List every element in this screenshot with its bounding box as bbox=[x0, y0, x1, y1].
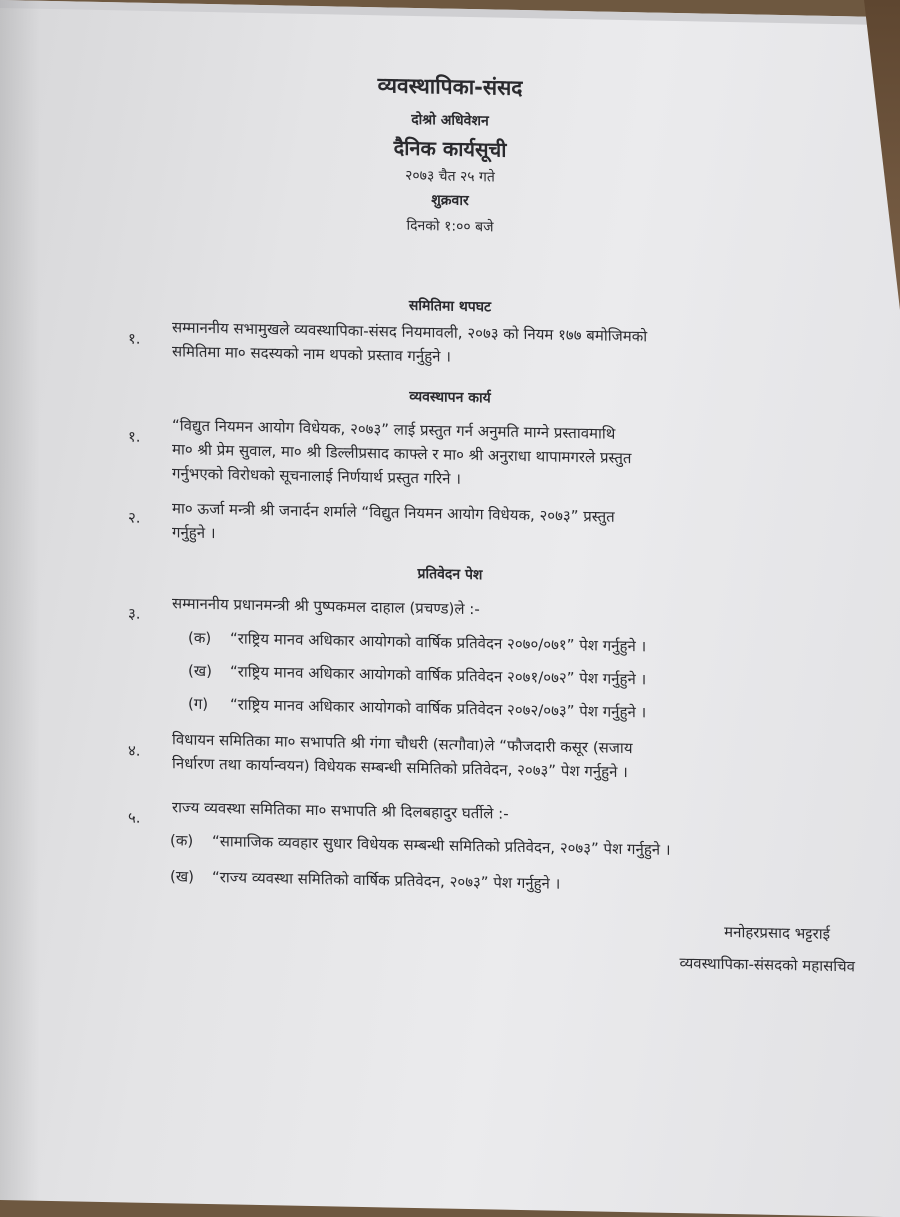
section-heading-legislation: व्यवस्थापन कार्य bbox=[409, 388, 491, 407]
list-item: राज्य व्यवस्था समितिका मा० सभापति श्री दिलबहादुर घर्तीले :- bbox=[172, 798, 509, 823]
document-title: व्यवस्थापिका-संसद bbox=[377, 73, 523, 101]
item-number: १. bbox=[128, 427, 141, 446]
list-item: विधायन समितिका मा० सभापति श्री गंगा चौधरी (सत्गौवा)ले “फौजदारी कसूर (सजाय निर्धारण तथा कार्यान्वयन) विधेयक सम्बन्धी समितिको प्रतिवेदन, २०७३” पेश गर्नुहुने । bbox=[172, 730, 633, 782]
sub-item: (क) “राष्ट्रिय मानव अधिकार आयोगको वार्षिक प्रतिवेदन २०७०/०७१” पेश गर्नुहुने । bbox=[188, 628, 647, 656]
sub-item: (ग) “राष्ट्रिय मानव अधिकार आयोगको वार्षिक प्रतिवेदन २०७२/०७३” पेश गर्नुहुने । bbox=[188, 694, 647, 722]
list-item: मा० ऊर्जा मन्त्री श्री जनार्दन शर्माले “विद्युत नियमन आयोग विधेयक, २०७३” प्रस्तुत गर्नुहुने । bbox=[172, 499, 615, 543]
item-number: ५. bbox=[128, 808, 141, 827]
day-label: शुक्रवार bbox=[431, 192, 469, 209]
item-number: २. bbox=[128, 508, 141, 527]
item-number: ३. bbox=[128, 604, 141, 623]
section-heading-reports: प्रतिवेदन पेश bbox=[417, 566, 483, 584]
sub-item: (ख) “राष्ट्रिय मानव अधिकार आयोगको वार्षिक प्रतिवेदन २०७१/०७२” पेश गर्नुहुने । bbox=[188, 661, 647, 689]
item-number: १. bbox=[128, 329, 141, 348]
date-label: २०७३ चैत २५ गते bbox=[405, 167, 495, 186]
sub-item: (ख) “राज्य व्यवस्था समितिको वार्षिक प्रतिवेदन, २०७३” पेश गर्नुहुने । bbox=[170, 867, 561, 893]
session-label: दोश्रो अधिवेशन bbox=[411, 111, 489, 130]
item-number: ४. bbox=[128, 741, 141, 760]
list-item: सम्माननीय सभामुखले व्यवस्थापिका-संसद नियमावली, २०७३ को नियम १७७ बमोजिमको समितिमा मा० सदस्यको नाम थपको प्रस्ताव गर्नुहुने । bbox=[172, 318, 648, 366]
time-label: दिनको १:०० बजे bbox=[406, 217, 494, 236]
list-item: “विद्युत नियमन आयोग विधेयक, २०७३” लाई प्रस्तुत गर्न अनुमति माग्ने प्रस्तावमाथि मा० श्री प्रेम सुवाल, मा० श्री डिल्लीप्रसाद काफ्ले र मा० श्री अनुराधा थापामगरले प्रस्तुत गर्नुभएको विरोधको सूचनालाई निर्णयार्थ प्रस्तुत गरिने । bbox=[172, 416, 632, 488]
section-heading-committee: समितिमा थपघट bbox=[408, 297, 492, 316]
signatory-name: मनोहरप्रसाद भट्टराई bbox=[724, 922, 830, 943]
list-item: सम्माननीय प्रधानमन्त्री श्री पुष्पकमल दाहाल (प्रचण्ड)ले :- bbox=[172, 594, 480, 619]
agenda-title: दैनिक कार्यसूची bbox=[393, 135, 507, 162]
sub-item: (क) “सामाजिक व्यवहार सुधार विधेयक सम्बन्धी समितिको प्रतिवेदन, २०७३” पेश गर्नुहुने । bbox=[170, 831, 671, 859]
signatory-designation: व्यवस्थापिका-संसदको महासचिव bbox=[679, 954, 855, 976]
